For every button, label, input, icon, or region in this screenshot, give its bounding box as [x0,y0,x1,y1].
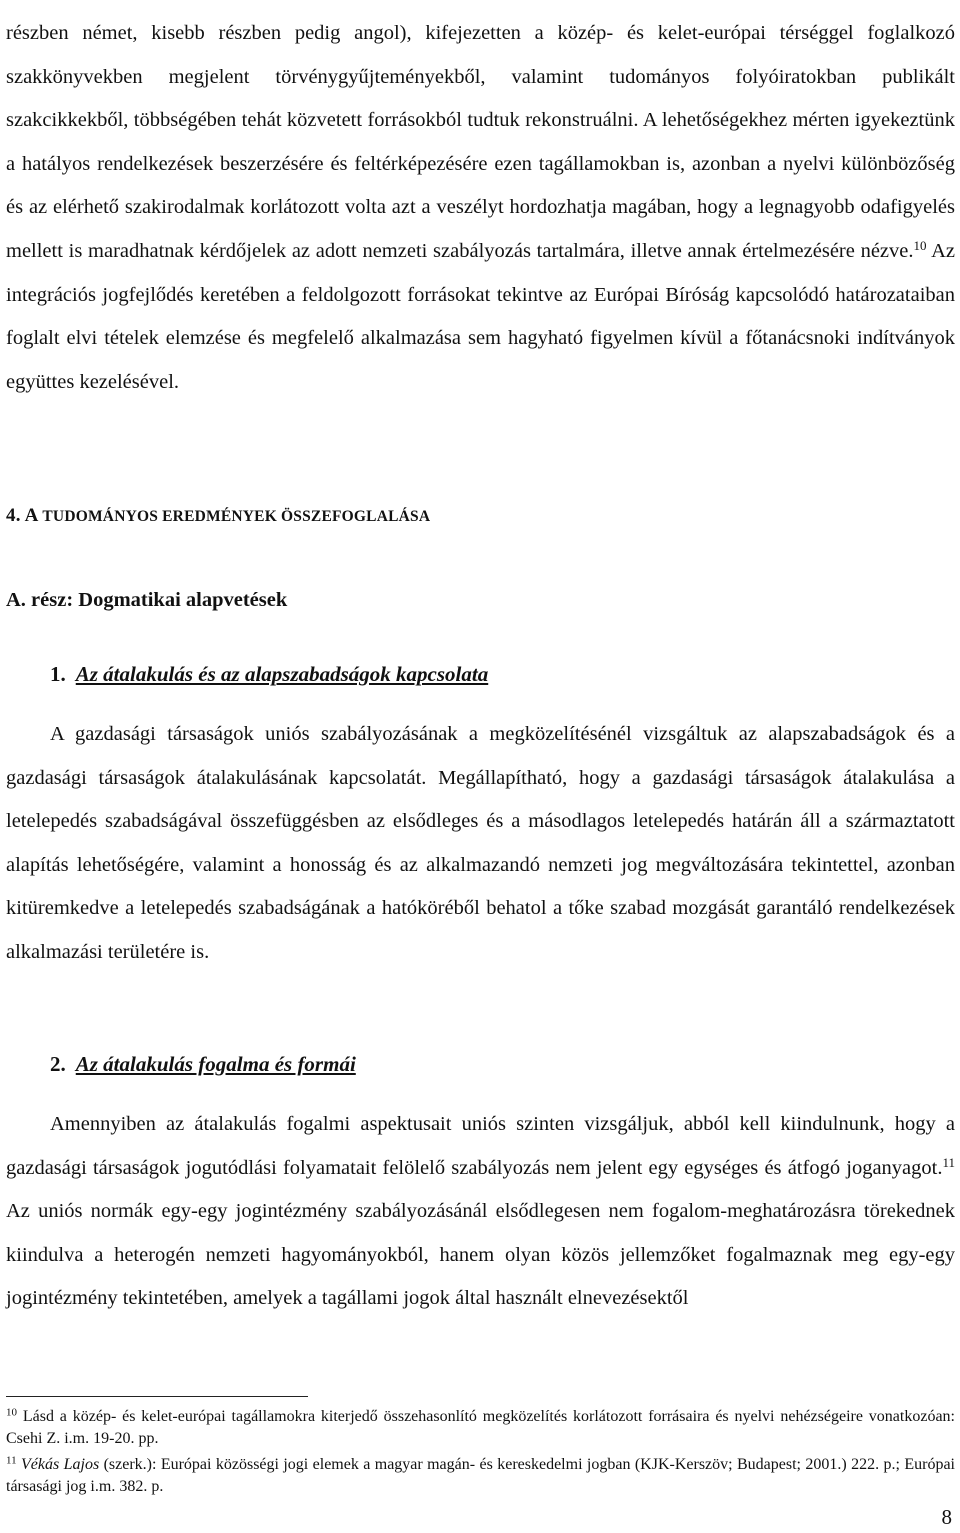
document-page [6,0,955,1533]
footnotes [6,1406,955,1497]
section-first-letter: A [24,505,38,526]
part-heading: A. rész: Dogmatikai alapvetések [6,589,288,611]
subsection-1-title: Az átalakulás és az alapszabadságok kapcsolata [75,662,489,686]
subsection-2-title: Az átalakulás fogalma és formái [75,1052,356,1076]
footnote-10-number: 10 [6,1406,17,1419]
footnote-ref-10[interactable]: 10 [913,237,927,253]
subsection-1-heading [50,662,488,687]
subsection-2-paragraph [6,1103,955,1321]
subsection-2-text-a: Amennyiben az átalakulás fogalmi aspektusait uniós szinten vizsgáljuk, abból kell kiindulnunk, hogy a gazdasági társaságok jogutódlási folyamatait felölelő szabályozás nem jelent egy egységes és átfogó joganyagot. [6,1113,955,1179]
footnote-ref-11[interactable]: 11 [942,1154,955,1170]
intro-paragraph [6,12,955,404]
footnote-11-author: Vékás Lajos [21,1456,100,1473]
subsection-2-number: 2. [50,1052,66,1076]
subsection-2-heading [50,1052,356,1077]
footnote-separator [6,1396,308,1397]
section-title: TUDOMÁNYOS EREDMÉNYEK ÖSSZEFOGLALÁSA [42,508,431,525]
subsection-1-number: 1. [50,662,66,686]
subsection-1-paragraph: A gazdasági társaságok uniós szabályozásának a megközelítésénél vizsgáltuk az alapszabadságok és a gazdasági társaságok átalakulásának kapcsolatát. Megállapítható, hogy a gazdasági társaságok átalakulása a letelepedés szabadságával összefüggésben az elsődleges és a másodlagos letelepedés határán áll a származtatott alapítás lehetőségére, valamint a honosság és az alkalmazandó nemzeti jog megváltozására tekintettel, azonban kitüremkedve a letelepedés szabadságának a hatóköréből behatol a tőke szabad mozgását garantáló rendelkezések alkalmazási területére is. [6,723,955,963]
subsection-2-text-b: Az uniós normák egy-egy jogintézmény szabályozásánál elsődlegesen nem fogalom-meghatározásra törekednek kiindulva a heterogén nemzeti hagyományokból, hanem olyan közös jellemzőket fogalmaznak meg egy-egy jogintézmény tekintetében, amelyek a tagállami jogok által használt elnevezésektől [6,1200,955,1310]
page-number: 8 [941,1505,952,1529]
footnote-11-text: (szerk.): Európai közösségi jogi elemek a magyar magán- és kereskedelmi jogban (KJK-Kerszöv; Budapest; 2001.) 222. p.; Európai társasági jog i.m. 382. p. [6,1456,955,1495]
intro-text-b: Az integrációs jogfejlődés keretében a feldolgozott forrásokat tekintve az Európai Bíróság kapcsolódó határozataiban foglalt elvi tételek elemzése és megfelelő alkalmazása sem hagyható figyelmen kívül a főtanácsnoki indítványok együttes kezelésével. [6,239,955,393]
section-number: 4. [6,505,21,526]
intro-text-a: részben német, kisebb részben pedig angol), kifejezetten a közép- és kelet-európai térséggel foglalkozó szakkönyvekben megjelent törvénygyűjteményekből, valamint tudományos folyóiratokban publikált szakcikkekből, többségében tehát közvetett forrásokból tudtuk rekonstruálni. A lehetőségekhez mérten igyekeztünk a hatályos rendelkezések beszerzésére és feltérképezésére ezen tagállamokban is, azonban a nyelvi különbözőség és az elérhető szakirodalmak korlátozott volta azt a veszélyt hordozhatja magában, hogy a legnagyobb odafigyelés mellett is maradhatnak kérdőjelek az adott nemzeti szabályozás tartalmára, illetve annak értelmezésére nézve. [6,22,955,262]
footnote-10 [6,1406,955,1449]
footnote-11 [6,1454,955,1497]
section-heading [6,505,430,527]
footnote-10-text: Lásd a közép- és kelet-európai tagállamokra kiterjedő összehasonlító megközelítés korlátozott forrásaira és nyelvi nehézségeire vonatkozóan: Csehi Z. i.m. 19-20. pp. [6,1408,955,1447]
footnote-11-number: 11 [6,1454,17,1467]
